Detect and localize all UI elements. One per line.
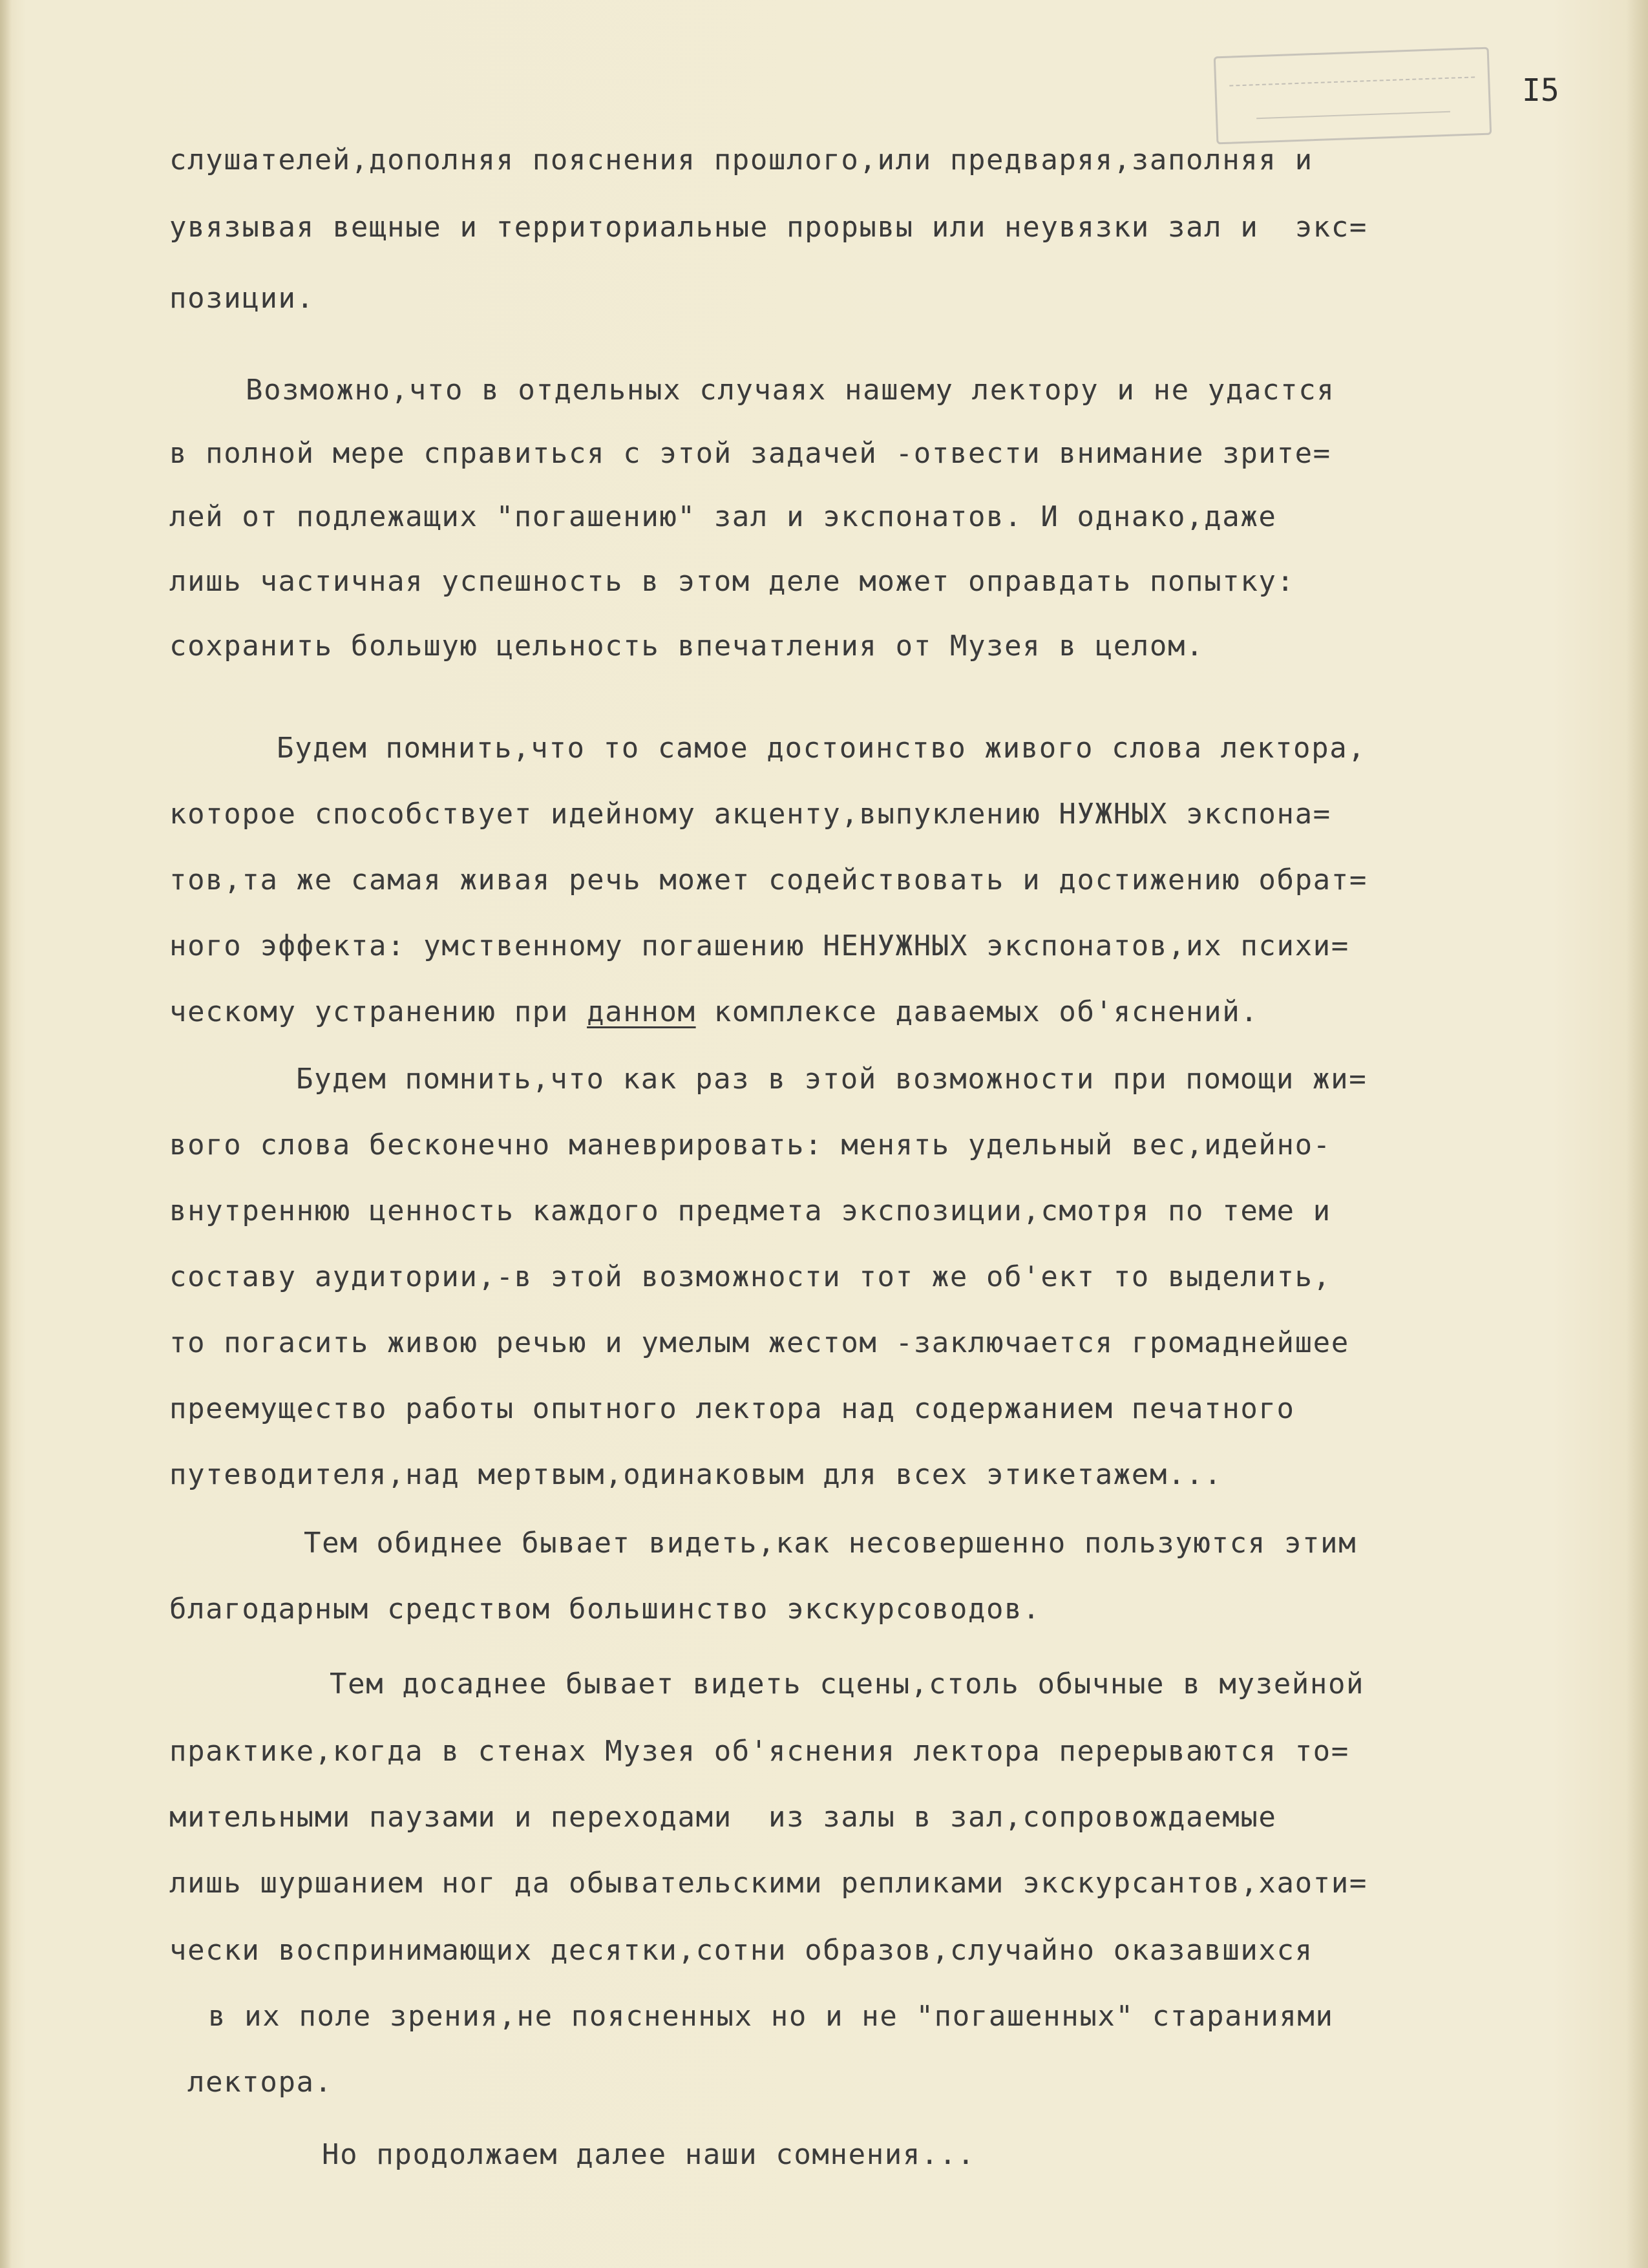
text-line: лей от подлежащих "погашению" зал и экспонатов. И однако,даже — [169, 500, 1277, 533]
page-edge-shadow — [0, 0, 12, 2268]
text-line: позиции. — [169, 282, 315, 315]
text-line: чески воспринимающих десятки,сотни образов,случайно оказавшихся — [169, 1934, 1313, 1967]
text-line: Будем помнить,что то самое достоинство живого слова лектора, — [277, 732, 1366, 765]
text-line: практике,когда в стенах Музея об'яснения лектора перерываются то= — [169, 1735, 1349, 1768]
text-line: лектора. — [187, 2066, 333, 2099]
text-line: то погасить живою речью и умелым жестом -заключается громаднейшее — [169, 1326, 1349, 1359]
text-line: слушателей,дополняя пояснения прошлого,или предваряя,заполняя и — [169, 143, 1313, 176]
text-run: комплексе даваемых об'яснений. — [695, 995, 1259, 1028]
text-line: вого слова бесконечно маневрировать: менять удельный вес,идейно- — [169, 1129, 1331, 1161]
text-line: составу аудитории,-в этой возможности тот же об'ект то выделить, — [169, 1260, 1331, 1293]
text-line: благодарным средством большинство экскурсоводов. — [169, 1593, 1041, 1626]
text-line: мительными паузами и переходами из залы в зал,сопровождаемые — [169, 1801, 1277, 1834]
text-line: тов,та же самая живая речь может содействовать и достижению обрат= — [169, 864, 1368, 896]
page-edge-right — [1626, 0, 1648, 2268]
archive-stamp — [1214, 47, 1492, 145]
text-run: ческому устранению при — [169, 995, 587, 1028]
text-line: Тем досаднее бывает видеть сцены,столь обычные в музейной — [330, 1668, 1365, 1701]
text-line: которое способствует идейному акценту,выпуклению НУЖНЫХ экспона= — [169, 798, 1331, 831]
text-line: Тем обиднее бывает видеть,как несовершенно пользуются этим — [304, 1527, 1357, 1560]
text-line: лишь частичная успешность в этом деле может оправдать попытку: — [169, 565, 1295, 598]
text-line: Возможно,что в отдельных случаях нашему лектору и не удастся — [246, 374, 1335, 407]
text-line: в полной мере справиться с этой задачей -отвести внимание зрите= — [169, 437, 1331, 470]
text-line — [169, 993, 1258, 1032]
text-line: увязывая вещные и территориальные прорывы или неувязки зал и экс= — [169, 211, 1368, 244]
text-line: путеводителя,над мертвым,одинаковым для всех этикетажем... — [169, 1458, 1223, 1491]
text-line: внутреннюю ценность каждого предмета экспозиции,смотря по теме и — [169, 1194, 1331, 1227]
text-line: Но продолжаем далее наши сомнения... — [322, 2138, 976, 2171]
text-line: в их поле зрения,не поясненных но и не "погашенных" стараниями — [208, 2000, 1334, 2033]
text-line: ного эффекта: умственному погашению НЕНУЖНЫХ экспонатов,их психи= — [169, 929, 1349, 962]
underlined-word: данном — [587, 995, 696, 1028]
text-line: лишь шуршанием ног да обывательскими репликами экскурсантов,хаоти= — [169, 1867, 1368, 1900]
text-line: Будем помнить,что как раз в этой возможности при помощи жи= — [296, 1063, 1368, 1096]
stamp-line — [1256, 85, 1450, 119]
text-line: сохранить большую цельность впечатления от Музея в целом. — [169, 630, 1205, 662]
text-line: преемущество работы опытного лектора над содержанием печатного — [169, 1392, 1295, 1425]
stamp-line — [1229, 58, 1475, 86]
page-number: I5 — [1522, 72, 1559, 109]
